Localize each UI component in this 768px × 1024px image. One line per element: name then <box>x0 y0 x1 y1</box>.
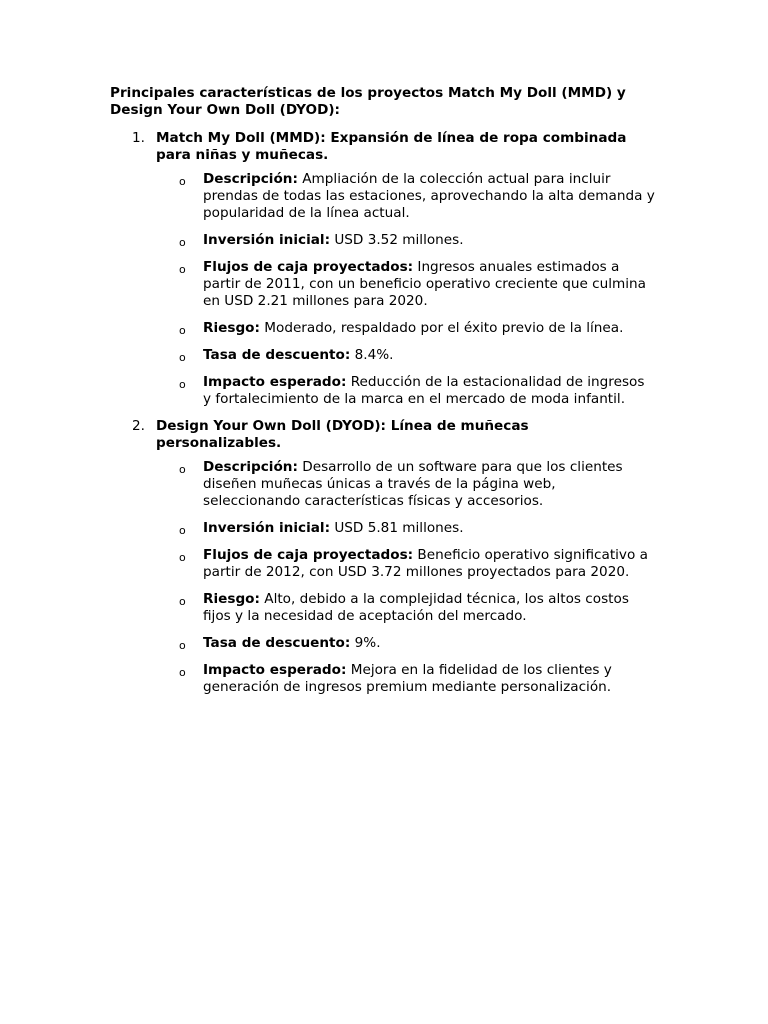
list-item <box>110 347 655 364</box>
list-item <box>110 320 655 337</box>
bullet-text <box>203 320 655 337</box>
project-number: 2. <box>132 418 145 434</box>
bullet-body: Reducción de la estacionalidad de ingresos y fortalecimiento de la marca en el mercado de moda infantil. <box>203 374 645 407</box>
list-item <box>110 459 655 510</box>
bullet-text <box>203 259 655 310</box>
bullet-icon: o <box>179 263 186 276</box>
list-item <box>110 662 655 696</box>
bullet-label: Impacto esperado: <box>203 374 347 390</box>
bullet-label: Inversión inicial: <box>203 520 331 536</box>
bullet-list <box>110 171 655 408</box>
project-heading: Design Your Own Doll (DYOD): Línea de muñecas personalizables. <box>156 418 529 451</box>
bullet-text <box>203 374 655 408</box>
bullet-icon: o <box>179 666 186 679</box>
list-item <box>110 171 655 222</box>
bullet-text <box>203 232 655 249</box>
bullet-body: Ingresos anuales estimados a partir de 2011, con un beneficio operativo creciente que culmina en USD 2.21 millones para 2020. <box>203 259 646 309</box>
bullet-label: Descripción: <box>203 171 298 187</box>
bullet-label: Inversión inicial: <box>203 232 331 248</box>
bullet-text <box>203 547 655 581</box>
list-item <box>110 259 655 310</box>
bullet-label: Flujos de caja proyectados: <box>203 547 414 563</box>
bullet-body: Moderado, respaldado por el éxito previo de la línea. <box>259 320 624 336</box>
bullet-icon: o <box>179 175 186 188</box>
bullet-icon: o <box>179 236 186 249</box>
bullet-body: USD 3.52 millones. <box>330 232 464 248</box>
bullet-icon: o <box>179 524 186 537</box>
bullet-body: Desarrollo de un software para que los clientes diseñen muñecas únicas a través de la página web, seleccionando características físicas y accesorios. <box>203 459 623 509</box>
list-item <box>110 591 655 625</box>
list-item <box>110 232 655 249</box>
bullet-body: Alto, debido a la complejidad técnica, los altos costos fijos y la necesidad de aceptación del mercado. <box>203 591 629 624</box>
bullet-text <box>203 520 655 537</box>
bullet-body: Beneficio operativo significativo a partir de 2012, con USD 3.72 millones proyectados para 2020. <box>203 547 648 580</box>
list-item <box>110 547 655 581</box>
bullet-label: Tasa de descuento: <box>203 347 351 363</box>
bullet-label: Impacto esperado: <box>203 662 347 678</box>
bullet-label: Riesgo: <box>203 591 260 607</box>
document-page <box>110 85 655 706</box>
list-item <box>110 520 655 537</box>
bullet-body: 8.4%. <box>350 347 394 363</box>
bullet-icon: o <box>179 595 186 608</box>
bullet-icon: o <box>179 378 186 391</box>
document-title: Principales características de los proyectos Match My Doll (MMD) y Design Your Own Doll (DYOD): <box>110 85 626 118</box>
bullet-icon: o <box>179 351 186 364</box>
bullet-icon: o <box>179 463 186 476</box>
project-number: 1. <box>132 130 145 146</box>
bullet-text <box>203 347 655 364</box>
bullet-text <box>203 459 655 510</box>
list-item <box>110 635 655 652</box>
project-block <box>110 130 655 408</box>
list-item <box>110 374 655 408</box>
bullet-label: Tasa de descuento: <box>203 635 351 651</box>
bullet-icon: o <box>179 551 186 564</box>
bullet-label: Descripción: <box>203 459 298 475</box>
project-block <box>110 418 655 696</box>
project-heading: Match My Doll (MMD): Expansión de línea de ropa combinada para niñas y muñecas. <box>156 130 627 163</box>
bullet-text <box>203 171 655 222</box>
bullet-icon: o <box>179 324 186 337</box>
bullet-list <box>110 459 655 696</box>
project-list <box>110 130 655 696</box>
bullet-text <box>203 591 655 625</box>
project-heading-row <box>110 418 655 452</box>
bullet-body: Mejora en la fidelidad de los clientes y generación de ingresos premium mediante personalización. <box>203 662 612 695</box>
bullet-body: USD 5.81 millones. <box>330 520 464 536</box>
bullet-text <box>203 635 655 652</box>
bullet-icon: o <box>179 639 186 652</box>
bullet-text <box>203 662 655 696</box>
bullet-label: Flujos de caja proyectados: <box>203 259 414 275</box>
project-heading-row <box>110 130 655 164</box>
bullet-label: Riesgo: <box>203 320 260 336</box>
bullet-body: Ampliación de la colección actual para incluir prendas de todas las estaciones, aprovechando la alta demanda y popularidad de la línea actual. <box>203 171 655 221</box>
bullet-body: 9%. <box>350 635 381 651</box>
